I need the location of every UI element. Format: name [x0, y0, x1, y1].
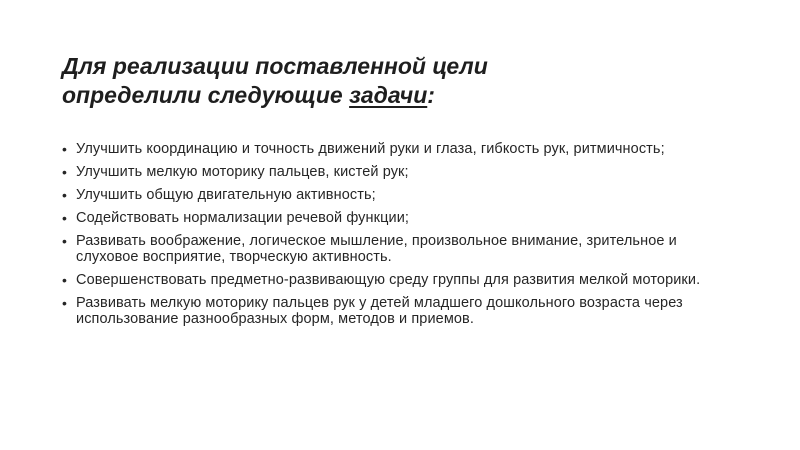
task-text: Совершенствовать предметно-развивающую среду группы для развития мелкой моторики. [76, 272, 701, 288]
title-line-2-suffix: : [427, 82, 435, 108]
task-item [62, 164, 722, 180]
task-item [62, 141, 722, 157]
bullet-icon: • [62, 164, 68, 180]
task-text: Улучшить координацию и точность движений руки и глаза, гибкость рук, ритмичность; [76, 141, 665, 157]
task-text: Улучшить мелкую моторику пальцев, кистей рук; [76, 164, 409, 180]
bullet-icon: • [62, 141, 68, 157]
task-item [62, 272, 722, 288]
bullet-icon: • [62, 210, 68, 226]
title-underlined-word: задачи [349, 82, 428, 108]
bullet-icon: • [62, 272, 68, 288]
task-text: Развивать воображение, логическое мышление, произвольное внимание, зрительное и слуховое восприятие, творческую активность. [76, 233, 677, 265]
task-text: Содействовать нормализации речевой функции; [76, 210, 410, 226]
bullet-icon: • [62, 187, 68, 203]
task-text: Развивать мелкую моторику пальцев рук у детей младшего дошкольного возраста через использование разнообразных форм, методов и приемов. [76, 295, 683, 327]
slide-title [62, 52, 742, 110]
task-list [62, 141, 722, 334]
task-item [62, 187, 722, 203]
task-item [62, 295, 722, 327]
task-item [62, 210, 722, 226]
title-line-1: Для реализации поставленной цели [62, 53, 488, 79]
bullet-icon: • [62, 295, 68, 311]
title-line-2-prefix: определили следующие [62, 82, 350, 108]
task-text: Улучшить общую двигательную активность; [76, 187, 376, 203]
task-item [62, 233, 722, 265]
bullet-icon: • [62, 233, 68, 249]
